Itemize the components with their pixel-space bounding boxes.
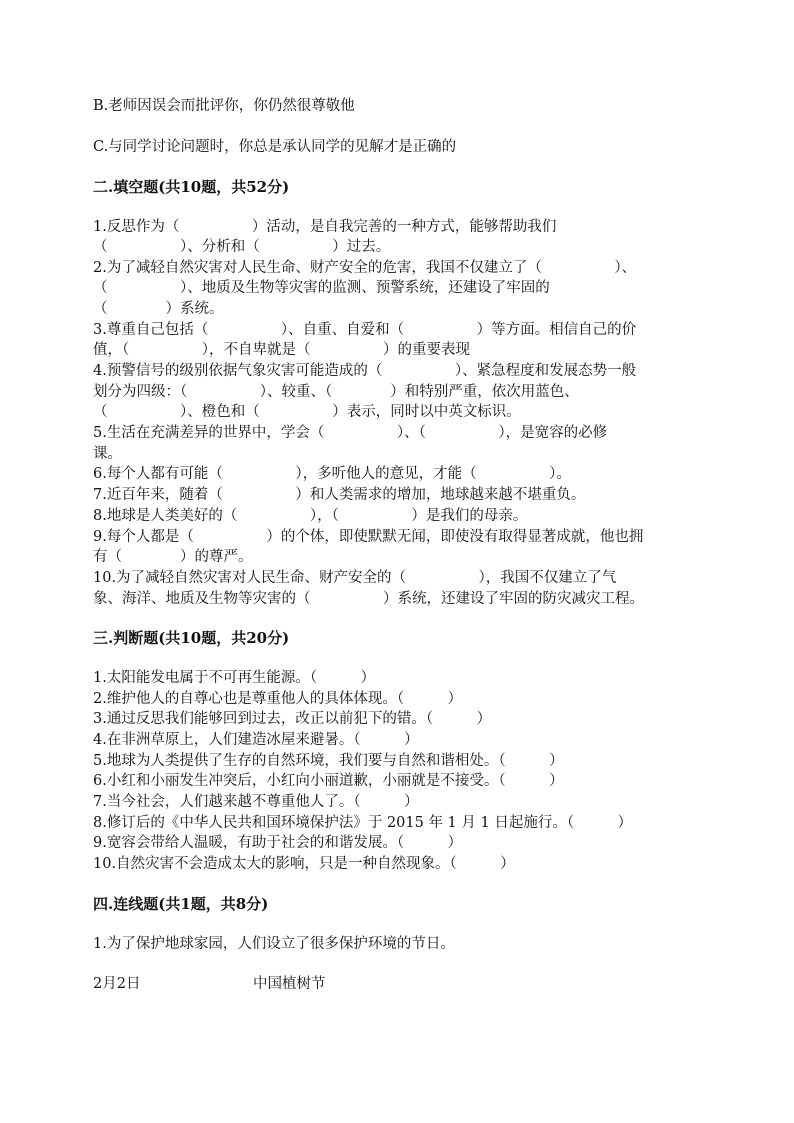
question-line: 7.近百年来，随着（ ）和人类需求的增加，地球越来越不堪重负。 xyxy=(93,487,586,503)
question-line: 5.生活在充满差异的世界中，学会（ ）、（ ），是宽容的必修 xyxy=(93,425,608,441)
question-line: 1.反思作为（ ）活动，是自我完善的一种方式，能够帮助我们 xyxy=(93,219,557,235)
question-line: （ ）、橙色和（ ）表示，同时以中英文标识。 xyxy=(93,404,521,420)
question-line: 课。 xyxy=(93,446,122,462)
question-line: 6.小红和小丽发生冲突后，小红向小丽道歉，小丽就是不接受。（ ） xyxy=(93,773,564,789)
question-line: 2.为了减轻自然灾害对人民生命、财产安全的危害，我国不仅建立了（ ）、 xyxy=(93,260,637,276)
question-line: 10.为了减轻自然灾害对人民生命、财产安全的（ ），我国不仅建立了气 xyxy=(93,570,617,586)
question-line: 值，（ ），不自卑就是（ ）的重要表现 xyxy=(93,342,470,358)
question-line: 3.通过反思我们能够回到过去，改正以前犯下的错。（ ） xyxy=(93,711,492,727)
question-line: 有（ ）的尊严。 xyxy=(93,549,253,565)
option-b: B.老师因误会而批评你，你仍然很尊敬他 xyxy=(93,98,355,114)
question-line: 1.为了保护地球家园，人们设立了很多保护环境的节日。 xyxy=(93,936,455,952)
question-line: 3.尊重自己包括（ ）、自重、自爱和（ ）等方面。相信自己的价 xyxy=(93,322,637,338)
question-line: （ ）、分析和（ ）过去。 xyxy=(93,239,391,255)
option-c: C.与同学讨论问题时，你总是承认同学的见解才是正确的 xyxy=(93,139,457,155)
question-line: 划分为四级：（ ）、较重、（ ）和特别严重，依次用蓝色、 xyxy=(93,384,579,400)
question-line: 10.自然灾害不会造成太大的影响，只是一种自然现象。（ ） xyxy=(93,856,515,872)
question-line: 5.地球为人类提供了生存的自然环境，我们要与自然和谐相处。（ ） xyxy=(93,753,564,769)
question-line: 8.修订后的《中华人民共和国环境保护法》于 2015 年 1 月 1 日起施行。（ ） xyxy=(93,815,633,831)
question-line: 象、海洋、地质及生物等灾害的（ ）系统，还建设了牢固的防灾减灾工程。 xyxy=(93,591,644,607)
question-line: （ ）、地质及生物等灾害的监测、预警系统，还建设了牢固的 xyxy=(93,280,550,296)
question-line: 8.地球是人类美好的（ ），（ ）是我们的母亲。 xyxy=(93,508,528,524)
question-line: （ ）系统。 xyxy=(93,301,224,317)
question-line: 4.在非洲草原上，人们建造冰屋来避暑。（ ） xyxy=(93,732,419,748)
section-heading-fill-blank: 二.填空题(共10题，共52分) xyxy=(93,178,290,196)
question-line: 7.当今社会，人们越来越不尊重他人了。（ ） xyxy=(93,794,419,810)
matching-right-item: 中国植树节 xyxy=(253,976,326,992)
question-line: 2.维护他人的自尊心也是尊重他人的具体体现。（ ） xyxy=(93,691,463,707)
section-heading-matching: 四.连线题(共1题，共8分) xyxy=(93,895,269,913)
question-line: 9.每个人都是（ ）的个体，即使默默无闻，即使没有取得显著成就，他也拥 xyxy=(93,529,644,545)
question-line: 1.太阳能发电属于不可再生能源。（ ） xyxy=(93,670,376,686)
matching-left-item: 2月2日 xyxy=(93,976,141,992)
question-line: 4.预警信号的级别依据气象灾害可能造成的（ ）、紧急程度和发展态势一般 xyxy=(93,363,637,379)
question-line: 6.每个人都有可能（ ），多听他人的意见，才能（ ）。 xyxy=(93,466,571,482)
section-heading-true-false: 三.判断题(共10题，共20分) xyxy=(93,629,290,647)
question-line: 9.宽容会带给人温暖，有助于社会的和谐发展。（ ） xyxy=(93,835,463,851)
